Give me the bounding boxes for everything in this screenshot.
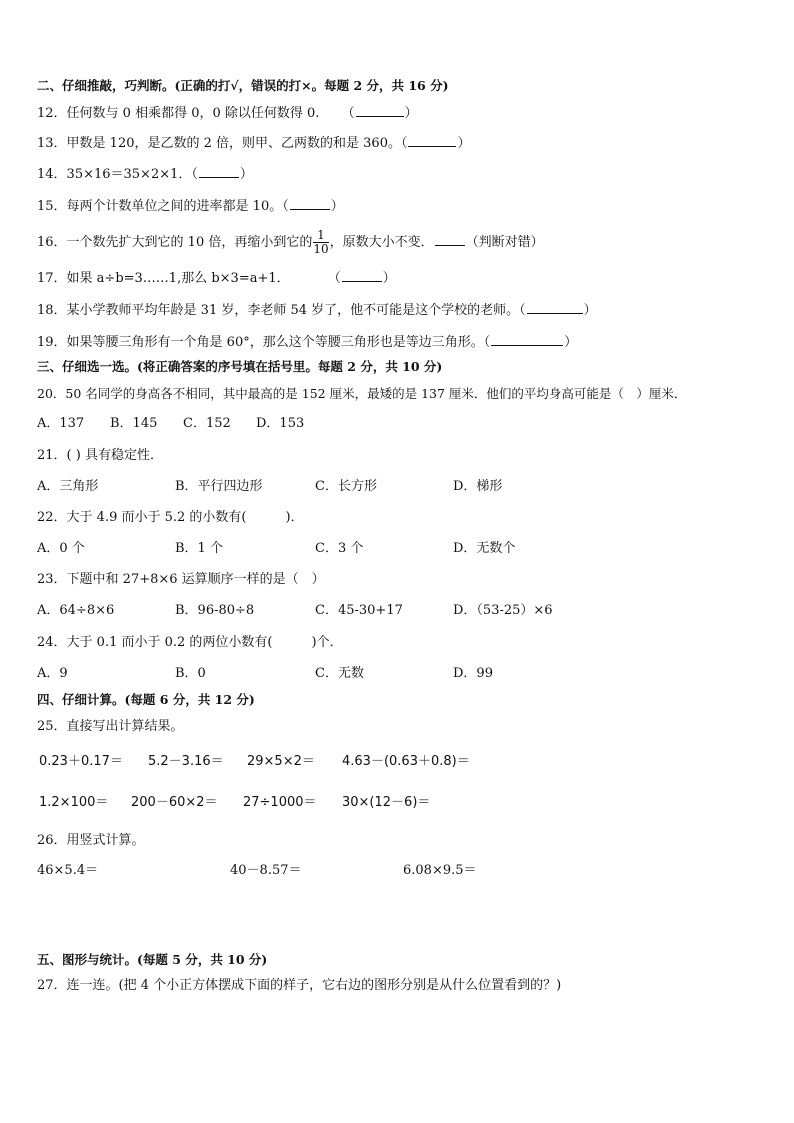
question-23: 23．下题中和 27+8×6 运算顺序一样的是（ ） xyxy=(37,572,325,587)
question-16-text-a: 16．一个数先扩大到它的 10 倍，再缩小到它的 xyxy=(37,235,313,250)
answer-paren-left: （ xyxy=(400,136,408,151)
question-14-text: 14．35×16＝35×2×1． xyxy=(37,167,192,182)
question-26: 26．用竖式计算。 xyxy=(37,833,145,848)
q24-option-b[interactable]: B．0 xyxy=(175,666,206,681)
fraction-one-tenth xyxy=(313,229,328,256)
section-2-heading: 二、仔细推敲，巧判断。(正确的打√，错误的打×。每题 2 分，共 16 分) xyxy=(37,78,449,93)
question-17 xyxy=(37,269,396,288)
answer-blank-14[interactable] xyxy=(199,165,239,178)
q20-option-c[interactable]: C．152 xyxy=(183,416,231,431)
question-16-text-b: ，原数大小不变． xyxy=(329,235,434,250)
answer-paren-right: ） xyxy=(404,106,418,121)
answer-blank-17[interactable] xyxy=(342,269,382,282)
answer-paren-left: （ xyxy=(341,106,355,121)
q20-option-a[interactable]: A．137 xyxy=(37,416,85,431)
answer-blank-18[interactable] xyxy=(527,301,583,314)
q22-option-b[interactable]: B．1 个 xyxy=(175,541,223,556)
calc-expression: 1.2×100＝ xyxy=(39,795,109,810)
q22-option-c[interactable]: C．3 个 xyxy=(315,541,364,556)
question-18 xyxy=(37,301,597,320)
vertical-calc-item: 6.08×9.5＝ xyxy=(403,863,477,878)
question-12 xyxy=(37,104,418,123)
q20-option-b[interactable]: B．145 xyxy=(110,416,158,431)
question-22: 22．大于 4.9 而小于 5.2 的小数有( )． xyxy=(37,510,304,525)
calc-expression: 30×(12－6)＝ xyxy=(342,795,431,810)
q23-option-a[interactable]: A．64÷8×6 xyxy=(37,603,115,618)
question-15-text: 15．每两个计数单位之间的进率都是 10。 xyxy=(37,199,283,214)
answer-paren-left: （ xyxy=(483,335,491,350)
calc-expression: 4.63－(0.63＋0.8)＝ xyxy=(342,754,470,769)
question-16 xyxy=(37,228,544,258)
question-27: 27．连一连。(把 4 个小正方体摆成下面的样子，它右边的图形分别是从什么位置看到的？) xyxy=(37,978,562,993)
answer-paren-right: ） xyxy=(457,136,471,151)
answer-paren-right: ） xyxy=(583,303,597,318)
answer-blank-13[interactable] xyxy=(408,134,456,147)
q24-option-a[interactable]: A．9 xyxy=(37,666,68,681)
calc-expression: 5.2－3.16＝ xyxy=(148,754,224,769)
q21-option-b[interactable]: B．平行四边形 xyxy=(175,479,263,494)
section-5-heading: 五、图形与统计。(每题 5 分，共 10 分) xyxy=(37,952,268,967)
fraction-numerator: 1 xyxy=(313,229,328,243)
answer-paren-left: （ xyxy=(282,199,289,214)
section-4-heading: 四、仔细计算。(每题 6 分，共 12 分) xyxy=(37,692,255,707)
question-18-text: 18．某小学教师平均年龄是 31 岁，李老师 54 岁了，他不可能是这个学校的老师。 xyxy=(37,303,520,318)
answer-paren-left: （ xyxy=(327,271,341,286)
question-21: 21．( ) 具有稳定性． xyxy=(37,448,163,463)
answer-paren-right: ） xyxy=(239,167,253,182)
section-3-heading: 三、仔细选一选。(将正确答案的序号填在括号里。每题 2 分，共 10 分) xyxy=(37,359,443,374)
q23-option-d[interactable]: D．（53-25）×6 xyxy=(453,603,553,618)
q23-option-c[interactable]: C．45-30+17 xyxy=(315,603,403,618)
calc-expression: 27÷1000＝ xyxy=(243,795,317,810)
q21-option-d[interactable]: D．梯形 xyxy=(453,479,503,494)
q21-option-c[interactable]: C．长方形 xyxy=(315,479,377,494)
question-17-text: 17．如果 a÷b=3……1,那么 b×3=a+1． xyxy=(37,271,290,286)
question-14 xyxy=(37,165,253,184)
q24-option-c[interactable]: C．无数 xyxy=(315,666,364,681)
answer-blank-19[interactable] xyxy=(491,333,563,346)
vertical-calc-item: 46×5.4＝ xyxy=(37,863,99,878)
q24-option-d[interactable]: D．99 xyxy=(453,666,493,681)
q21-option-a[interactable]: A．三角形 xyxy=(37,479,99,494)
answer-paren-right: ） xyxy=(382,271,396,286)
question-15 xyxy=(37,197,344,216)
q22-option-d[interactable]: D．无数个 xyxy=(453,541,516,556)
answer-blank-12[interactable] xyxy=(356,104,404,117)
question-20: 20．50 名同学的身高各不相同，其中最高的是 152 厘米，最矮的是 137 厘米．他们的平均身高可能是（ ）厘米． xyxy=(37,386,687,401)
q22-option-a[interactable]: A．0 个 xyxy=(37,541,85,556)
question-24: 24．大于 0.1 而小于 0.2 的两位小数有( )个． xyxy=(37,635,343,650)
calc-expression: 0.23＋0.17＝ xyxy=(39,754,123,769)
vertical-calc-item: 40－8.57＝ xyxy=(230,863,302,878)
answer-paren-right: ） xyxy=(330,199,344,214)
answer-blank-15[interactable] xyxy=(290,197,330,210)
fraction-denominator: 10 xyxy=(313,242,329,256)
calc-expression: 29×5×2＝ xyxy=(247,754,315,769)
question-12-text: 12．任何数与 0 相乘都得 0，0 除以任何数得 0. xyxy=(37,106,320,121)
question-19-text: 19．如果等腰三角形有一个角是 60°，那么这个等腰三角形也是等边三角形。 xyxy=(37,335,484,350)
answer-paren-left: （ xyxy=(519,303,526,318)
answer-paren-right: ） xyxy=(564,335,578,350)
question-19 xyxy=(37,333,577,352)
q23-option-b[interactable]: B．96-80÷8 xyxy=(175,603,255,618)
question-25: 25．直接写出计算结果。 xyxy=(37,719,184,734)
question-16-text-c: （判断对错） xyxy=(465,235,544,250)
answer-paren-left: （ xyxy=(191,167,198,182)
answer-blank-16[interactable] xyxy=(435,233,465,246)
question-13 xyxy=(37,134,471,153)
q20-option-d[interactable]: D．153 xyxy=(256,416,305,431)
question-13-text: 13．甲数是 120，是乙数的 2 倍，则甲、乙两数的和是 360。 xyxy=(37,136,401,151)
calc-expression: 200－60×2＝ xyxy=(131,795,218,810)
